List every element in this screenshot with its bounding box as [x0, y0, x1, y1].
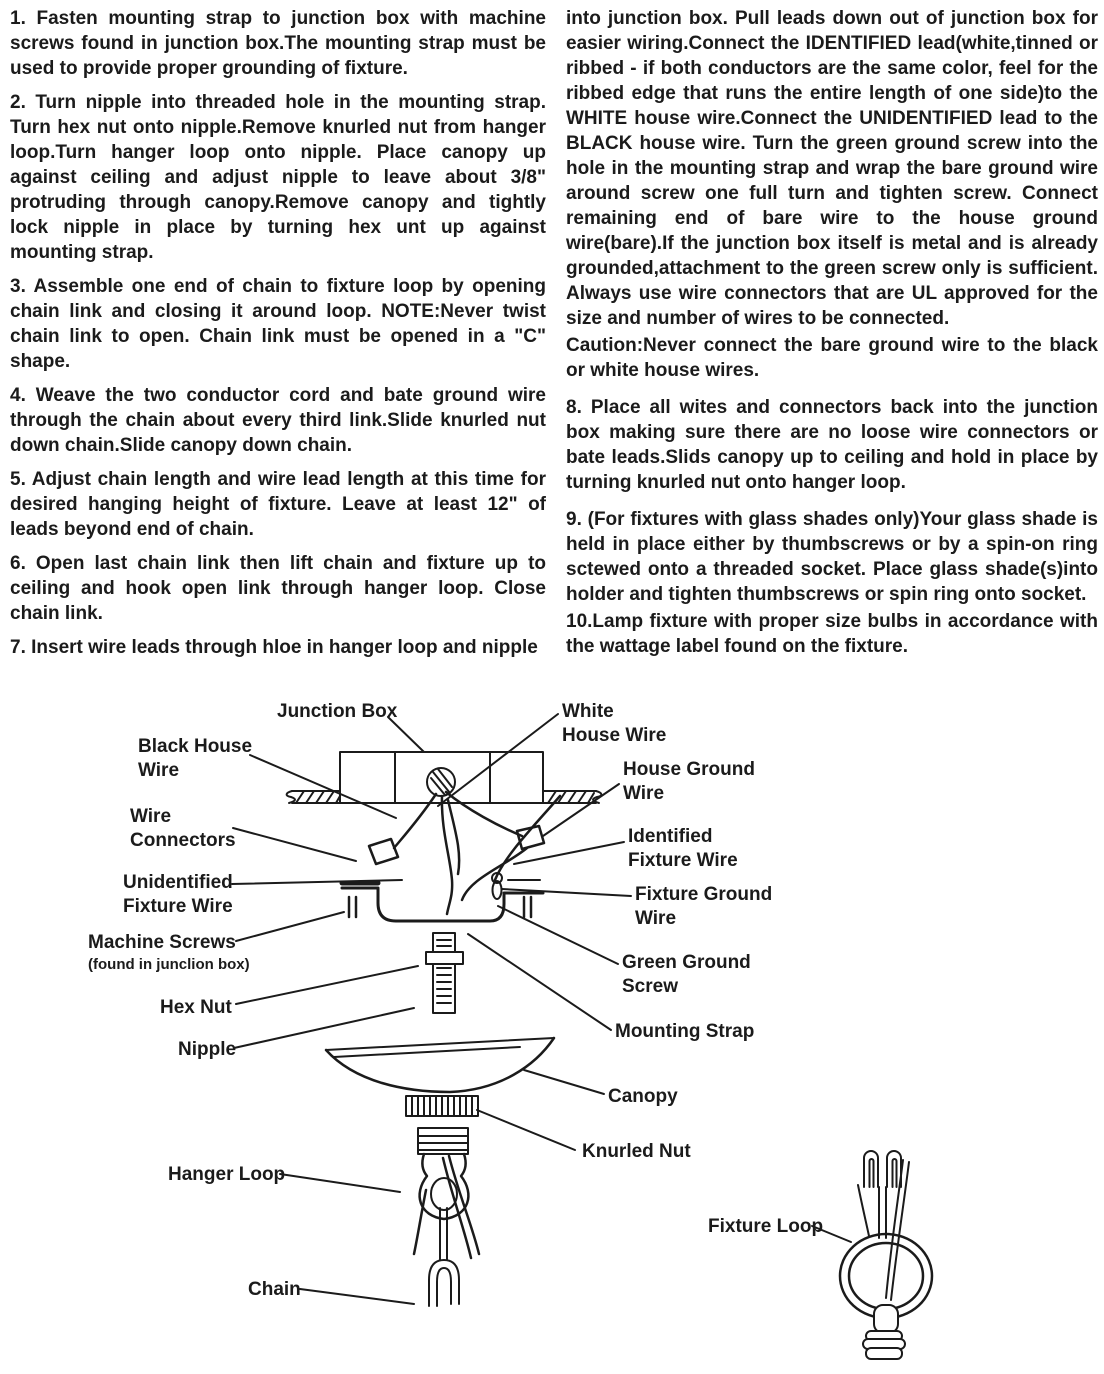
label-house-ground-wire: House Ground Wire [623, 759, 755, 804]
label-machine-screws-note: (found in junclion box) [88, 956, 250, 973]
identified-fixture-wire-leader-line [514, 842, 624, 864]
wire-connectors-leader-line [233, 828, 356, 861]
instruction-step-4: 4. Weave the two conductor cord and bate ground wire through the chain about every third link.Slide knurled nut down chain.Slide canopy down chain. [10, 385, 546, 456]
mounting-strap-leader-line [468, 934, 611, 1030]
label-machine-screws: Machine Screws [88, 932, 236, 953]
wire-connector-left-drawing [369, 839, 398, 864]
label-fixture-ground-wire: Fixture Ground Wire [635, 884, 773, 929]
fixture-loop-ferrule-drawing [863, 1305, 905, 1359]
chain-open-link-drawing [429, 1260, 459, 1306]
label-chain: Chain [248, 1279, 301, 1300]
label-mounting-strap: Mounting Strap [615, 1021, 755, 1042]
label-fixture-loop: Fixture Loop [708, 1216, 824, 1237]
instruction-step-6: 6. Open last chain link then lift chain and fixture up to ceiling and hook open link through hanger loop. Close chain link. [10, 553, 546, 624]
instruction-step-3: 3. Assemble one end of chain to fixture loop by opening chain link and closing it around loop. NOTE:Never twist chain link to open. Chain link must be opened in a "C" shape. [10, 276, 546, 372]
label-unidentified-fixture-wire: Unidentified Fixture Wire [123, 872, 233, 917]
instruction-caution: Caution:Never connect the bare ground wire to the black or white house wires. [566, 335, 1098, 381]
nipple-drawing [426, 933, 463, 1013]
fixture-chain-link-drawing [864, 1151, 901, 1238]
label-canopy: Canopy [608, 1086, 678, 1107]
black-house-wire-leader-line [250, 755, 396, 818]
white-house-wire-drawing [446, 792, 522, 836]
instruction-step-1: 1. Fasten mounting strap to junction box with machine screws found in junction box.The mounting strap must be used to provide proper grounding of fixture. [10, 8, 546, 79]
chain-leader-line [300, 1289, 414, 1304]
nipple-leader-line [234, 1008, 414, 1048]
instruction-step-8: 8. Place all wites and connectors back into the junction box making sure there are no loose wire connectors or bate leads.Slids canopy up to ceiling and hold in place by turning knurled nut onto hanger loop. [566, 397, 1098, 493]
knurled-nut-leader-line [477, 1110, 575, 1150]
wires-drawing [369, 792, 560, 914]
canopy-leader-line [524, 1070, 604, 1094]
chain-link-stem-drawing [440, 1208, 447, 1260]
knurled-nut-drawing [406, 1096, 478, 1116]
hex-nut-leader-line [236, 966, 418, 1004]
label-junction-box: Junction Box [277, 701, 398, 722]
instruction-step-5: 5. Adjust chain length and wire lead length at this time for desired hanging height of fixture. Leave at least 12" of leads beyond end of chain. [10, 469, 546, 540]
label-identified-fixture-wire: Identified Fixture Wire [628, 826, 738, 871]
white-house-wire-leader-line [438, 714, 558, 806]
label-knurled-nut: Knurled Nut [582, 1141, 691, 1162]
hex-nut-drawing [426, 952, 463, 964]
fixture-loop-drawing [840, 1151, 932, 1359]
instruction-step-7-continued: into junction box. Pull leads down out of junction box for easier wiring.Connect the IDENTIFIED lead(white,tinned or ribbed - if both conductors are the same color, feel for the ribbed edge that runs the entire length of one side)to the WHITE house wire.Connect the UNIDENTIFIED lead to the BLACK house wire. Turn the green ground screw into the hole in the mounting strap and wrap the bare ground wire around screw one full turn and tighten screw. Connect remaining end of bare wire to the house ground wire(bare).If the junction box itself is metal and is already grounded,attachment to the green screw only is sufficient. Always use wire connectors that are UL approved for the size and number of wires to be connected. [566, 8, 1098, 329]
green-ground-screw-leader-line [498, 906, 618, 964]
label-wire-connectors: Wire Connectors [130, 806, 236, 851]
hanger-loop-drawing [414, 1128, 479, 1306]
label-black-house-wire: Black House Wire [138, 736, 253, 781]
label-hanger-loop: Hanger Loop [168, 1164, 286, 1185]
hanger-loop-leader-line [280, 1174, 400, 1192]
label-hex-nut: Hex Nut [160, 997, 232, 1018]
house-ground-wire-drawing [495, 796, 560, 880]
instruction-step-7: 7. Insert wire leads through hloe in hanger loop and nipple [10, 637, 538, 658]
label-nipple: Nipple [178, 1039, 237, 1060]
canopy-drawing [326, 1038, 554, 1092]
label-white-house-wire: White House Wire [562, 701, 667, 746]
label-green-ground-screw: Green Ground Screw [622, 952, 751, 997]
instruction-step-2: 2. Turn nipple into threaded hole in the mounting strap. Turn hex nut onto nipple.Remove knurled nut from hanger loop.Turn hanger loop onto nipple. Place canopy up against ceiling and adjust nipple to leave about 3/8" protruding through canopy.Remove canopy and tightly lock nipple in place by turning hex unt up against mounting strap. [10, 92, 546, 263]
instruction-step-10: 10.Lamp fixture with proper size bulbs in accordance with the wattage label found on the fixture. [566, 611, 1098, 657]
instruction-step-9: 9. (For fixtures with glass shades only)Your glass shade is held in place either by thumbscrews or by a spin-on ring sctewed onto a threaded socket. Place glass shade(s)into holder and tighten thumbscrews or spin ring onto socket. [566, 509, 1098, 605]
